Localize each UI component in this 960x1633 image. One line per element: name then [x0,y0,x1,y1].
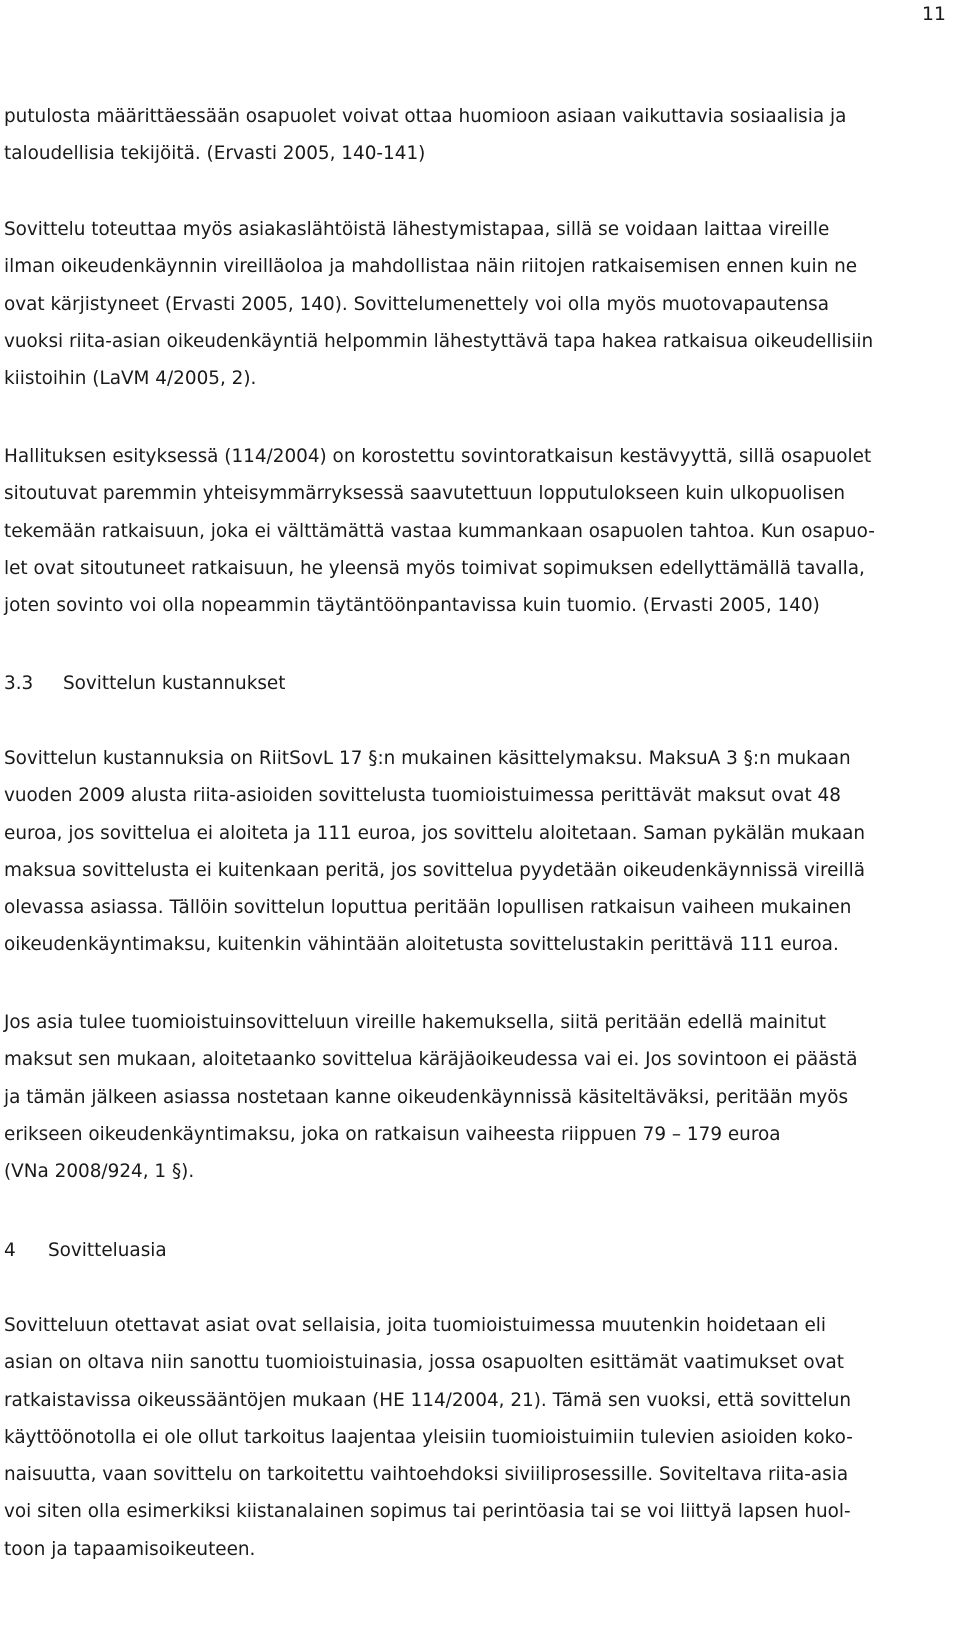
text-line: oikeudenkäyntimaksu, kuitenkin vähintään aloitetusta sovittelustakin perittävä 111 euroa. [4,934,839,956]
text-line: ratkaistavissa oikeussääntöjen mukaan (HE 114/2004, 21). Tämä sen vuoksi, että sovittelun [4,1389,852,1411]
section-heading [4,665,285,702]
section-title: Sovittelun kustannukset [63,673,286,694]
paragraph [4,740,952,964]
text-line: let ovat sitoutuneet ratkaisuun, he yleensä myös toimivat sopimuksen edellyttämällä tavalla, [4,557,865,579]
text-line: voi siten olla esimerkiksi kiistanalainen sopimus tai perintöasia tai se voi liittyä lapsen huol- [4,1501,851,1523]
text-line: euroa, jos sovittelua ei aloiteta ja 111 euroa, jos sovittelu aloitetaan. Saman pykälän mukaan [4,822,866,844]
text-line: käyttöönotolla ei ole ollut tarkoitus laajentaa yleisiin tuomioistuimiin tulevien asioiden koko- [4,1426,853,1448]
text-line: ovat kärjistyneet (Ervasti 2005, 140). Sovittelumenettely voi olla myös muotovapautensa [4,293,829,315]
paragraph [4,438,952,624]
paragraph [4,1004,952,1190]
text-line: taloudellisia tekijöitä. (Ervasti 2005, 140-141) [4,143,426,165]
text-line: ja tämän jälkeen asiassa nostetaan kanne oikeudenkäynnissä käsiteltäväksi, peritään myös [4,1086,849,1108]
text-line: sitoutuvat paremmin yhteisymmärryksessä saavutettuun lopputulokseen kuin ulkopuolisen [4,483,846,505]
text-line: putulosta määrittäessään osapuolet voivat ottaa huomioon asiaan vaikuttavia sosiaalisia ja [4,106,847,127]
text-line: kiistoihin (LaVM 4/2005, 2). [4,368,257,390]
section-number: 4 [4,1240,16,1261]
text-line: tekemään ratkaisuun, joka ei välttämättä vastaa kummankaan osapuolen tahtoa. Kun osapuo- [4,520,875,542]
text-line: ilman oikeudenkäynnin vireilläoloa ja mahdollistaa näin riitojen ratkaisemisen ennen kuin ne [4,256,858,278]
text-line: joten sovinto voi olla nopeammin täytäntöönpantavissa kuin tuomio. (Ervasti 2005, 140) [4,595,820,617]
text-line: maksut sen mukaan, aloitetaanko sovittelua käräjäoikeudessa vai ei. Jos sovintoon ei päästä [4,1049,858,1071]
page-number: 11 [921,3,946,25]
section-heading [4,1232,167,1269]
text-line: erikseen oikeudenkäyntimaksu, joka on ratkaisun vaiheesta riippuen 79 – 179 euroa [4,1123,781,1145]
text-line: asian on oltava niin sanottu tuomioistuinasia, jossa osapuolten esittämät vaatimukset ovat [4,1352,844,1374]
paragraph [4,1307,952,1568]
text-line: vuoksi riita-asian oikeudenkäyntiä helpommin lähestyttävä tapa hakea ratkaisua oikeudellisiin [4,330,874,352]
text-line: naisuutta, vaan sovittelu on tarkoitettu vaihtoehdoksi siviiliprosessille. Soviteltava riita-asia [4,1464,849,1486]
text-line: Sovitteluun otettavat asiat ovat sellaisia, joita tuomioistuimessa muutenkin hoidetaan eli [4,1315,826,1336]
text-line: olevassa asiassa. Tällöin sovittelun loputtua peritään lopullisen ratkaisun vaiheen mukainen [4,897,852,919]
section-title: Sovitteluasia [48,1240,167,1261]
text-line: (VNa 2008/924, 1 §). [4,1161,195,1183]
paragraph [4,211,952,397]
text-line: Jos asia tulee tuomioistuinsovitteluun vireille hakemuksella, siitä peritään edellä mainitut [4,1012,827,1033]
text-line: Sovittelun kustannuksia on RiitSovL 17 §:n mukainen käsittelymaksu. MaksuA 3 §:n mukaan [4,748,851,769]
section-number: 3.3 [4,673,34,694]
text-line: maksua sovittelusta ei kuitenkaan peritä, jos sovittelua pyydetään oikeudenkäynnissä vireillä [4,859,866,881]
paragraph [4,98,952,173]
text-line: Hallituksen esityksessä (114/2004) on korostettu sovintoratkaisun kestävyyttä, sillä osapuolet [4,446,872,467]
text-line: Sovittelu toteuttaa myös asiakaslähtöistä lähestymistapaa, sillä se voidaan laittaa vireille [4,219,830,240]
text-line: vuoden 2009 alusta riita-asioiden sovittelusta tuomioistuimessa perittävät maksut ovat 48 [4,785,841,807]
text-line: toon ja tapaamisoikeuteen. [4,1538,256,1560]
